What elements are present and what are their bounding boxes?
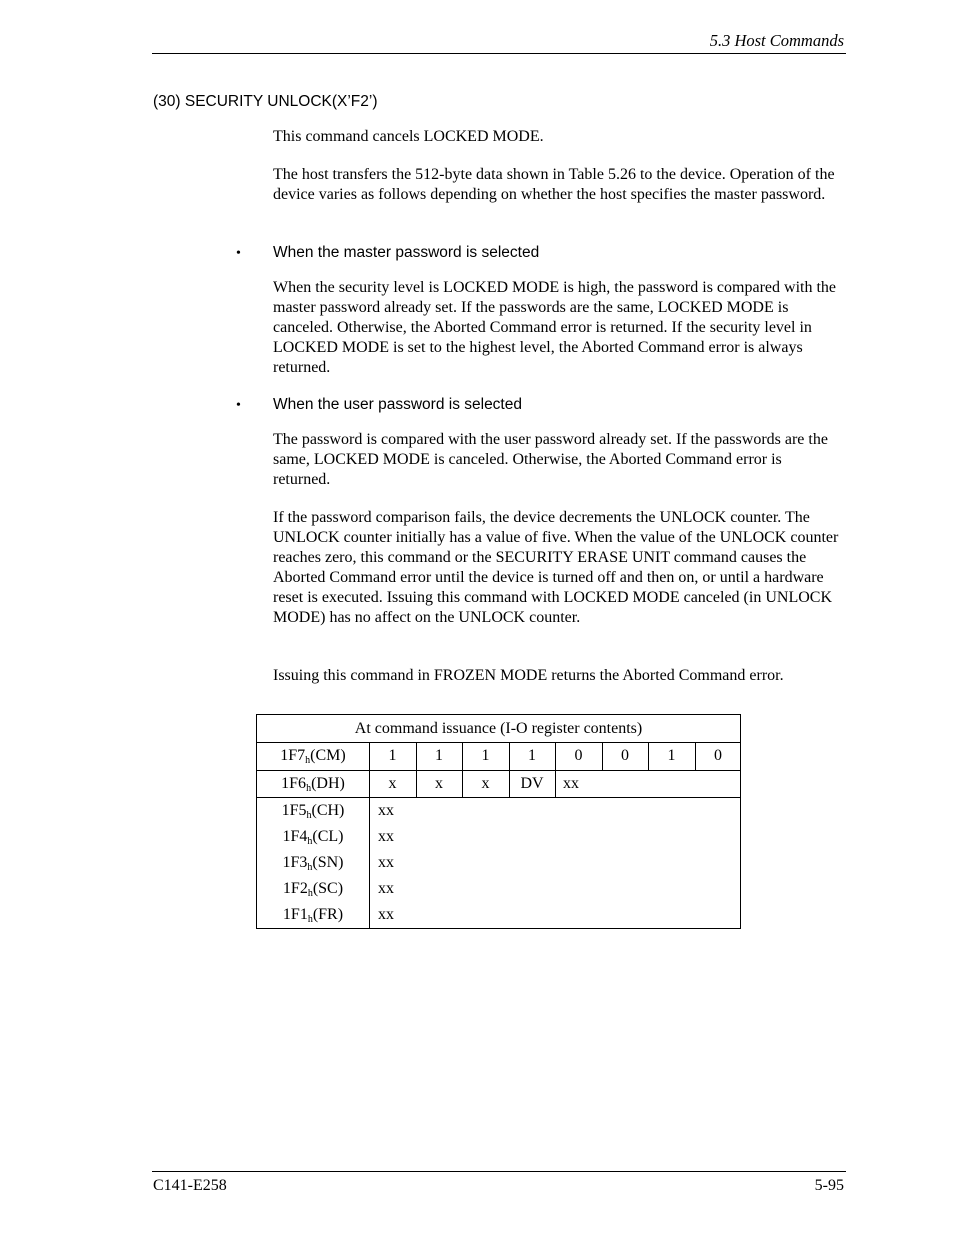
register-label-cl: $1F4_h(CL)$ bbox=[282, 828, 344, 847]
bit-cell: x bbox=[481, 775, 490, 792]
register-label-sc: $1F2_h(SC)$ bbox=[282, 880, 344, 899]
header-divider bbox=[152, 53, 846, 54]
paragraph-intro: This command cancels LOCKED MODE. bbox=[273, 128, 544, 145]
bit-cell-rest: xx bbox=[563, 775, 579, 792]
register-value: xx bbox=[378, 854, 394, 871]
register-value: xx bbox=[378, 880, 394, 897]
section-title: (30) SECURITY UNLOCK(X’F2’) bbox=[153, 93, 378, 110]
bit-cell: 0 bbox=[714, 747, 722, 764]
bit-cell: 0 bbox=[621, 747, 629, 764]
header-section-title: 5.3 Host Commands bbox=[709, 31, 844, 50]
bullet-point: • bbox=[236, 398, 241, 413]
table-divider bbox=[257, 797, 740, 798]
bit-cell: 0 bbox=[574, 747, 583, 764]
bit-cell: 1 bbox=[667, 747, 676, 764]
register-label-sn: $1F3_h(SN)$ bbox=[282, 854, 344, 873]
paragraph-frozen-mode: Issuing this command in FROZEN MODE returns the Aborted Command error. bbox=[273, 667, 784, 684]
table-divider bbox=[555, 770, 556, 797]
paragraph-transfer: The host transfers the 512-byte data shown in Table 5.26 to the device. Operation of the device varies as follows depending on whether the host specifies the master password. bbox=[273, 166, 835, 203]
paragraph-user: The password is compared with the user password already set. If the passwords are the same, LOCKED MODE is canceled. Otherwise, the Aborted Command error is returned. bbox=[273, 431, 828, 488]
register-value: xx bbox=[378, 906, 394, 923]
register-value: xx bbox=[378, 828, 394, 845]
register-label-cm: $1F7_h(CM)$ bbox=[280, 747, 346, 766]
register-value: xx bbox=[378, 802, 394, 819]
page-number: 5-95 bbox=[814, 1177, 844, 1194]
table-divider bbox=[369, 742, 370, 928]
bit-cell: 1 bbox=[481, 747, 490, 764]
bullet-heading-master: When the master password is selected bbox=[273, 244, 540, 261]
table-divider bbox=[257, 742, 740, 743]
register-label-fr: $1F1_h(FR)$ bbox=[282, 906, 344, 925]
document-id: C141-E258 bbox=[153, 1177, 227, 1194]
bit-cell: DV bbox=[520, 775, 544, 792]
paragraph-master: When the security level is LOCKED MODE is high, the password is compared with the master password already set. If the passwords are the same, LOCKED MODE is canceled. Otherwise, the Aborted Command error is returned. If the security level in LOCKED MODE is set to the highest level, the Aborted Command error is always returned. bbox=[273, 279, 836, 376]
bullet-point: • bbox=[236, 246, 241, 261]
table-divider bbox=[257, 770, 740, 771]
bullet-heading-user: When the user password is selected bbox=[273, 396, 522, 413]
bit-cell: 1 bbox=[435, 747, 443, 764]
register-label-ch: $1F5_h(CH)$ bbox=[281, 802, 345, 821]
footer-divider bbox=[152, 1171, 846, 1172]
register-table bbox=[256, 714, 741, 929]
bit-cell: 1 bbox=[388, 747, 397, 764]
bit-cell: 1 bbox=[528, 747, 536, 764]
register-label-dh: $1F6_h(DH)$ bbox=[281, 775, 345, 794]
bit-cell: x bbox=[388, 775, 397, 792]
bit-cell: x bbox=[435, 775, 443, 792]
paragraph-unlock-counter: If the password comparison fails, the device decrements the UNLOCK counter. The UNLOCK counter initially has a value of five. When the value of the UNLOCK counter reaches zero, this command or the SECURITY ERASE UNIT command causes the Aborted Command error until the device is turned off and then on, or until a hardware reset is executed. Issuing this command with LOCKED MODE canceled (in UNLOCK MODE) has no affect on the UNLOCK counter. bbox=[273, 509, 839, 626]
table-title: At command issuance (I-O register contents) bbox=[354, 720, 643, 737]
